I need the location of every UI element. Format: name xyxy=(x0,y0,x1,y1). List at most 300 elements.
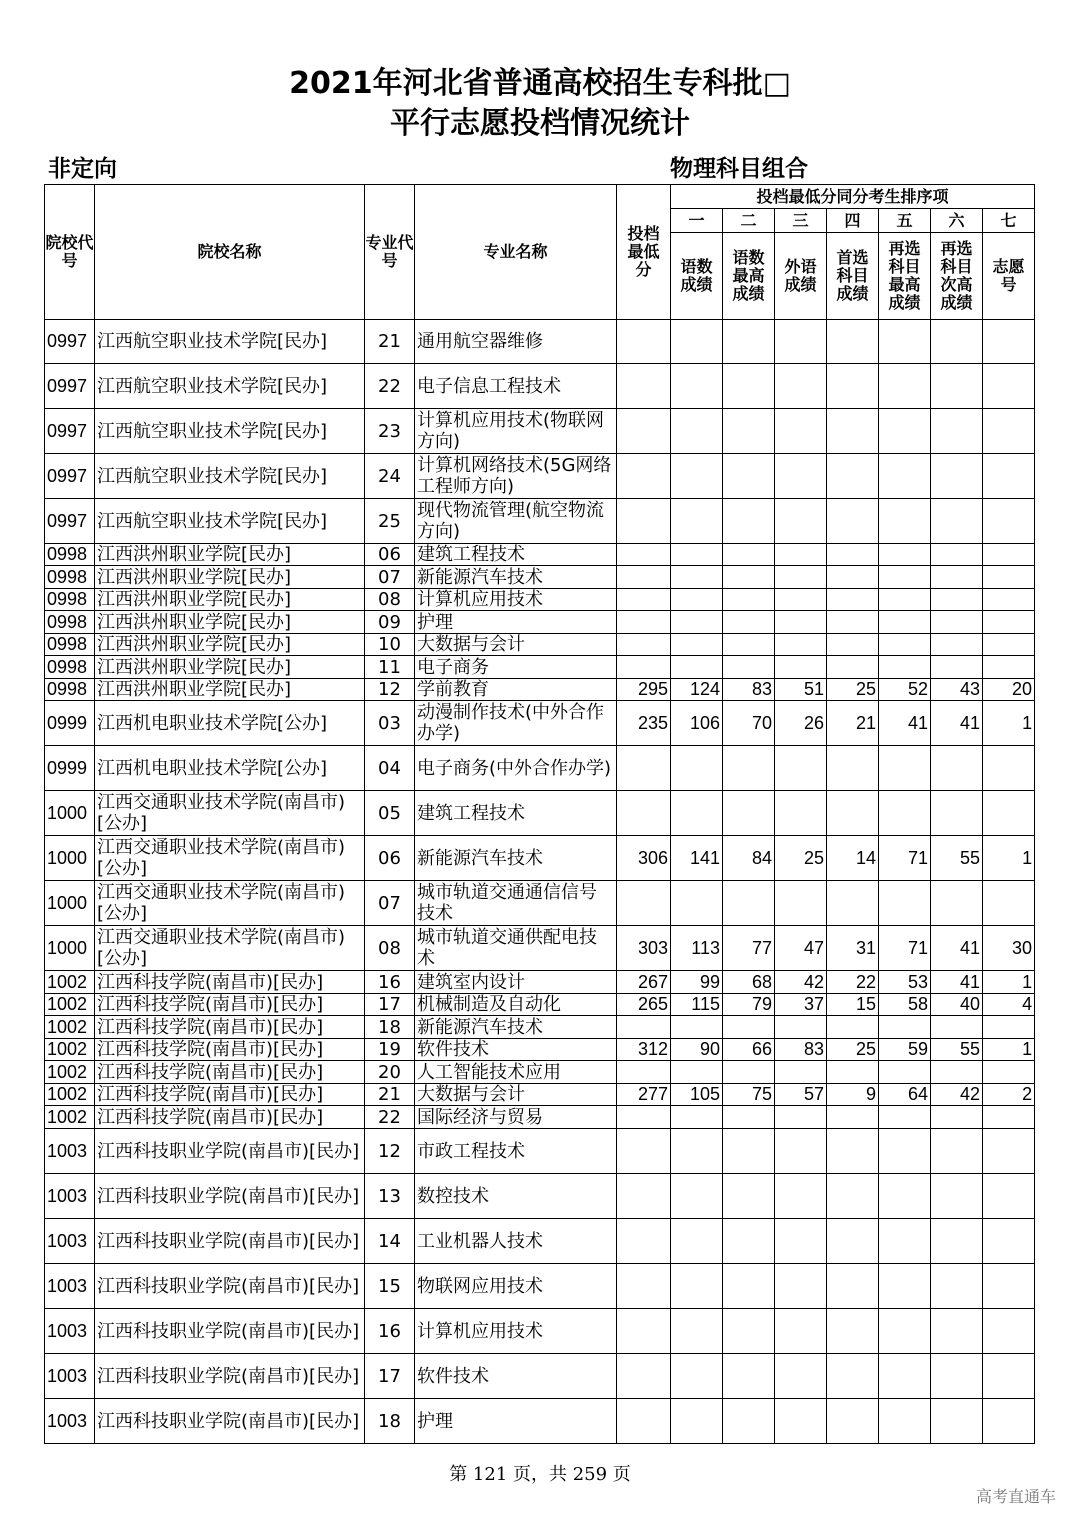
major-code-cell: 12 xyxy=(365,1129,415,1174)
major-name-cell: 城市轨道交通供配电技术 xyxy=(415,926,617,971)
admission-table xyxy=(44,184,1035,1444)
rank-value-cell xyxy=(723,1264,775,1309)
rank-value-cell: 15 xyxy=(827,994,879,1016)
rank-value-cell xyxy=(931,881,983,926)
min-score-cell xyxy=(617,746,671,791)
major-name-cell: 人工智能技术应用 xyxy=(415,1061,617,1084)
rank-value-cell xyxy=(983,544,1035,566)
major-name-cell: 大数据与会计 xyxy=(415,1084,617,1106)
major-code-cell: 22 xyxy=(365,1106,415,1129)
rank-value-cell: 4 xyxy=(983,994,1035,1016)
header-major-code: 专业代号 xyxy=(365,185,415,320)
rank-value-cell: 2 xyxy=(983,1084,1035,1106)
min-score-cell xyxy=(617,566,671,589)
rank-value-cell: 1 xyxy=(983,1039,1035,1061)
min-score-cell xyxy=(617,1219,671,1264)
table-row xyxy=(45,1219,1035,1264)
rank-value-cell: 68 xyxy=(723,971,775,994)
school-code-cell: 0998 xyxy=(45,634,95,656)
major-code-cell: 20 xyxy=(365,1061,415,1084)
rank-value-cell xyxy=(931,1129,983,1174)
major-code-cell: 21 xyxy=(365,320,415,364)
major-code-cell: 07 xyxy=(365,566,415,589)
rank-value-cell xyxy=(827,746,879,791)
table-row xyxy=(45,544,1035,566)
school-code-cell: 0997 xyxy=(45,409,95,454)
rank-value-cell xyxy=(671,1399,723,1444)
header-rank-item: 志愿号 xyxy=(983,233,1035,320)
rank-value-cell xyxy=(983,634,1035,656)
rank-value-cell xyxy=(827,1106,879,1129)
school-code-cell: 0997 xyxy=(45,454,95,499)
rank-value-cell xyxy=(671,611,723,634)
rank-value-cell: 31 xyxy=(827,926,879,971)
min-score-cell xyxy=(617,1061,671,1084)
min-score-cell xyxy=(617,1174,671,1219)
school-code-cell: 1002 xyxy=(45,971,95,994)
header-min-score: 投档最低分 xyxy=(617,185,671,320)
major-name-cell: 市政工程技术 xyxy=(415,1129,617,1174)
school-code-cell: 0999 xyxy=(45,701,95,746)
header-ordinal: 六 xyxy=(931,209,983,233)
rank-value-cell xyxy=(983,364,1035,409)
major-name-cell: 学前教育 xyxy=(415,679,617,701)
min-score-cell xyxy=(617,634,671,656)
header-ordinal: 四 xyxy=(827,209,879,233)
rank-value-cell xyxy=(723,1174,775,1219)
rank-value-cell xyxy=(827,791,879,836)
rank-value-cell xyxy=(879,1106,931,1129)
min-score-cell: 265 xyxy=(617,994,671,1016)
table-row xyxy=(45,611,1035,634)
rank-value-cell xyxy=(983,1264,1035,1309)
rank-value-cell xyxy=(879,611,931,634)
rank-value-cell xyxy=(723,1354,775,1399)
school-code-cell: 0998 xyxy=(45,566,95,589)
rank-value-cell: 37 xyxy=(775,994,827,1016)
major-code-cell: 13 xyxy=(365,1174,415,1219)
rank-value-cell xyxy=(723,544,775,566)
rank-value-cell xyxy=(723,746,775,791)
major-code-cell: 05 xyxy=(365,791,415,836)
school-name-cell: 江西科技学院(南昌市)[民办] xyxy=(95,1061,365,1084)
rank-value-cell xyxy=(723,1106,775,1129)
major-name-cell: 通用航空器维修 xyxy=(415,320,617,364)
school-name-cell: 江西洪州职业学院[民办] xyxy=(95,566,365,589)
rank-value-cell xyxy=(723,1219,775,1264)
rank-value-cell xyxy=(931,544,983,566)
rank-value-cell xyxy=(671,544,723,566)
school-name-cell: 江西科技学院(南昌市)[民办] xyxy=(95,1084,365,1106)
major-name-cell: 城市轨道交通通信信号技术 xyxy=(415,881,617,926)
table-row xyxy=(45,589,1035,611)
table-row xyxy=(45,1061,1035,1084)
header-ordinal: 一 xyxy=(671,209,723,233)
rank-value-cell xyxy=(879,589,931,611)
min-score-cell: 277 xyxy=(617,1084,671,1106)
major-code-cell: 23 xyxy=(365,409,415,454)
major-code-cell: 21 xyxy=(365,1084,415,1106)
rank-value-cell xyxy=(879,1061,931,1084)
school-code-cell: 1000 xyxy=(45,926,95,971)
rank-value-cell xyxy=(723,566,775,589)
rank-value-cell: 58 xyxy=(879,994,931,1016)
table-row xyxy=(45,499,1035,544)
rank-value-cell: 66 xyxy=(723,1039,775,1061)
rank-value-cell xyxy=(879,656,931,679)
school-code-cell: 1003 xyxy=(45,1264,95,1309)
rank-value-cell xyxy=(671,409,723,454)
rank-value-cell xyxy=(775,364,827,409)
rank-value-cell xyxy=(827,589,879,611)
school-name-cell: 江西科技学院(南昌市)[民办] xyxy=(95,1106,365,1129)
major-name-cell: 工业机器人技术 xyxy=(415,1219,617,1264)
rank-value-cell: 42 xyxy=(775,971,827,994)
rank-value-cell xyxy=(983,1174,1035,1219)
school-name-cell: 江西科技职业学院(南昌市)[民办] xyxy=(95,1399,365,1444)
school-code-cell: 1002 xyxy=(45,1084,95,1106)
rank-value-cell xyxy=(775,1309,827,1354)
rank-value-cell xyxy=(775,1399,827,1444)
school-code-cell: 1002 xyxy=(45,1016,95,1039)
major-name-cell: 计算机应用技术 xyxy=(415,589,617,611)
rank-value-cell xyxy=(983,1106,1035,1129)
school-name-cell: 江西洪州职业学院[民办] xyxy=(95,634,365,656)
rank-value-cell xyxy=(931,364,983,409)
rank-value-cell xyxy=(775,656,827,679)
rank-value-cell: 84 xyxy=(723,836,775,881)
min-score-cell: 267 xyxy=(617,971,671,994)
rank-value-cell xyxy=(775,1174,827,1219)
rank-value-cell: 64 xyxy=(879,1084,931,1106)
table-row xyxy=(45,971,1035,994)
rank-value-cell xyxy=(671,566,723,589)
min-score-cell xyxy=(617,881,671,926)
rank-value-cell: 106 xyxy=(671,701,723,746)
rank-value-cell: 25 xyxy=(827,1039,879,1061)
rank-value-cell xyxy=(827,611,879,634)
major-name-cell: 动漫制作技术(中外合作办学) xyxy=(415,701,617,746)
table-row xyxy=(45,409,1035,454)
rank-value-cell: 57 xyxy=(775,1084,827,1106)
rank-value-cell xyxy=(723,656,775,679)
header-ordinal: 五 xyxy=(879,209,931,233)
rank-value-cell xyxy=(931,656,983,679)
table-row xyxy=(45,994,1035,1016)
rank-value-cell: 55 xyxy=(931,836,983,881)
major-code-cell: 14 xyxy=(365,1219,415,1264)
major-code-cell: 09 xyxy=(365,611,415,634)
major-code-cell: 16 xyxy=(365,1309,415,1354)
min-score-cell xyxy=(617,320,671,364)
table-row xyxy=(45,701,1035,746)
table-row xyxy=(45,791,1035,836)
rank-value-cell xyxy=(931,409,983,454)
rank-value-cell: 77 xyxy=(723,926,775,971)
rank-value-cell xyxy=(723,364,775,409)
rank-value-cell xyxy=(879,544,931,566)
major-name-cell: 计算机应用技术 xyxy=(415,1309,617,1354)
school-name-cell: 江西洪州职业学院[民办] xyxy=(95,611,365,634)
school-code-cell: 1003 xyxy=(45,1354,95,1399)
rank-value-cell xyxy=(879,881,931,926)
table-row xyxy=(45,1174,1035,1219)
subtitle-right: 物理科目组合 xyxy=(670,156,808,182)
rank-value-cell xyxy=(879,634,931,656)
major-code-cell: 22 xyxy=(365,364,415,409)
header-rank-group: 投档最低分同分考生排序项 xyxy=(671,185,1035,209)
school-name-cell: 江西科技职业学院(南昌市)[民办] xyxy=(95,1354,365,1399)
rank-value-cell: 55 xyxy=(931,1039,983,1061)
header-rank-item: 外语成绩 xyxy=(775,233,827,320)
rank-value-cell xyxy=(827,544,879,566)
min-score-cell xyxy=(617,364,671,409)
rank-value-cell xyxy=(723,454,775,499)
school-code-cell: 1002 xyxy=(45,1106,95,1129)
rank-value-cell xyxy=(931,499,983,544)
rank-value-cell xyxy=(827,1309,879,1354)
school-name-cell: 江西机电职业技术学院[公办] xyxy=(95,701,365,746)
rank-value-cell xyxy=(723,589,775,611)
school-name-cell: 江西科技职业学院(南昌市)[民办] xyxy=(95,1264,365,1309)
major-code-cell: 18 xyxy=(365,1016,415,1039)
major-name-cell: 计算机网络技术(5G网络工程师方向) xyxy=(415,454,617,499)
rank-value-cell xyxy=(827,1354,879,1399)
major-code-cell: 25 xyxy=(365,499,415,544)
rank-value-cell: 71 xyxy=(879,926,931,971)
major-name-cell: 新能源汽车技术 xyxy=(415,836,617,881)
rank-value-cell: 70 xyxy=(723,701,775,746)
rank-value-cell: 1 xyxy=(983,701,1035,746)
rank-value-cell: 83 xyxy=(775,1039,827,1061)
school-code-cell: 0998 xyxy=(45,611,95,634)
table-row xyxy=(45,746,1035,791)
min-score-cell xyxy=(617,1354,671,1399)
rank-value-cell xyxy=(671,1106,723,1129)
rank-value-cell: 53 xyxy=(879,971,931,994)
rank-value-cell: 41 xyxy=(931,926,983,971)
header-ordinal: 七 xyxy=(983,209,1035,233)
major-code-cell: 04 xyxy=(365,746,415,791)
rank-value-cell: 25 xyxy=(775,836,827,881)
table-row xyxy=(45,656,1035,679)
rank-value-cell xyxy=(879,1264,931,1309)
header-rank-item: 语数最高成绩 xyxy=(723,233,775,320)
rank-value-cell xyxy=(671,791,723,836)
rank-value-cell: 90 xyxy=(671,1039,723,1061)
rank-value-cell: 71 xyxy=(879,836,931,881)
rank-value-cell xyxy=(671,1219,723,1264)
school-name-cell: 江西洪州职业学院[民办] xyxy=(95,679,365,701)
rank-value-cell: 141 xyxy=(671,836,723,881)
rank-value-cell xyxy=(723,791,775,836)
school-code-cell: 1003 xyxy=(45,1174,95,1219)
min-score-cell xyxy=(617,499,671,544)
header-major-name: 专业名称 xyxy=(415,185,617,320)
rank-value-cell xyxy=(879,499,931,544)
rank-value-cell xyxy=(983,1309,1035,1354)
rank-value-cell xyxy=(775,320,827,364)
rank-value-cell xyxy=(775,566,827,589)
rank-value-cell xyxy=(983,454,1035,499)
major-code-cell: 11 xyxy=(365,656,415,679)
major-code-cell: 19 xyxy=(365,1039,415,1061)
school-name-cell: 江西科技学院(南昌市)[民办] xyxy=(95,1039,365,1061)
school-code-cell: 1003 xyxy=(45,1399,95,1444)
rank-value-cell xyxy=(775,881,827,926)
school-name-cell: 江西交通职业技术学院(南昌市)[公办] xyxy=(95,926,365,971)
school-code-cell: 1002 xyxy=(45,994,95,1016)
rank-value-cell xyxy=(879,409,931,454)
school-code-cell: 1003 xyxy=(45,1219,95,1264)
rank-value-cell xyxy=(879,1354,931,1399)
rank-value-cell xyxy=(931,634,983,656)
rank-value-cell: 47 xyxy=(775,926,827,971)
min-score-cell xyxy=(617,409,671,454)
rank-value-cell xyxy=(931,791,983,836)
table-row xyxy=(45,679,1035,701)
rank-value-cell xyxy=(775,791,827,836)
school-name-cell: 江西航空职业技术学院[民办] xyxy=(95,409,365,454)
rank-value-cell xyxy=(827,634,879,656)
rank-value-cell xyxy=(723,1399,775,1444)
rank-value-cell xyxy=(671,746,723,791)
header-rank-item: 语数成绩 xyxy=(671,233,723,320)
page-title-line1: 2021年河北省普通高校招生专科批□ xyxy=(289,66,791,101)
major-code-cell: 03 xyxy=(365,701,415,746)
min-score-cell xyxy=(617,1106,671,1129)
rank-value-cell xyxy=(827,656,879,679)
major-name-cell: 软件技术 xyxy=(415,1039,617,1061)
rank-value-cell: 43 xyxy=(931,679,983,701)
min-score-cell xyxy=(617,1129,671,1174)
school-code-cell: 1002 xyxy=(45,1061,95,1084)
table-row xyxy=(45,454,1035,499)
school-name-cell: 江西洪州职业学院[民办] xyxy=(95,656,365,679)
school-code-cell: 0998 xyxy=(45,656,95,679)
rank-value-cell xyxy=(827,1174,879,1219)
rank-value-cell xyxy=(775,1129,827,1174)
school-name-cell: 江西科技学院(南昌市)[民办] xyxy=(95,971,365,994)
rank-value-cell: 14 xyxy=(827,836,879,881)
school-name-cell: 江西航空职业技术学院[民办] xyxy=(95,364,365,409)
rank-value-cell xyxy=(775,1354,827,1399)
rank-value-cell: 26 xyxy=(775,701,827,746)
rank-value-cell: 75 xyxy=(723,1084,775,1106)
rank-value-cell: 124 xyxy=(671,679,723,701)
major-code-cell: 18 xyxy=(365,1399,415,1444)
table-row xyxy=(45,1399,1035,1444)
rank-value-cell xyxy=(671,364,723,409)
rank-value-cell xyxy=(775,499,827,544)
rank-value-cell xyxy=(723,1309,775,1354)
rank-value-cell: 40 xyxy=(931,994,983,1016)
rank-value-cell xyxy=(671,1309,723,1354)
rank-value-cell xyxy=(671,589,723,611)
rank-value-cell: 25 xyxy=(827,679,879,701)
min-score-cell: 306 xyxy=(617,836,671,881)
rank-value-cell xyxy=(879,1174,931,1219)
rank-value-cell xyxy=(671,1174,723,1219)
rank-value-cell xyxy=(723,634,775,656)
rank-value-cell xyxy=(723,409,775,454)
min-score-cell: 303 xyxy=(617,926,671,971)
rank-value-cell xyxy=(723,499,775,544)
rank-value-cell xyxy=(983,656,1035,679)
table-row xyxy=(45,1084,1035,1106)
min-score-cell xyxy=(617,791,671,836)
school-name-cell: 江西交通职业技术学院(南昌市)[公办] xyxy=(95,881,365,926)
major-name-cell: 机械制造及自动化 xyxy=(415,994,617,1016)
rank-value-cell: 113 xyxy=(671,926,723,971)
min-score-cell xyxy=(617,611,671,634)
school-code-cell: 1000 xyxy=(45,836,95,881)
school-name-cell: 江西航空职业技术学院[民办] xyxy=(95,499,365,544)
rank-value-cell xyxy=(671,656,723,679)
table-row xyxy=(45,1106,1035,1129)
major-code-cell: 06 xyxy=(365,836,415,881)
major-name-cell: 数控技术 xyxy=(415,1174,617,1219)
rank-value-cell xyxy=(983,589,1035,611)
major-name-cell: 电子商务 xyxy=(415,656,617,679)
header-ordinal: 三 xyxy=(775,209,827,233)
rank-value-cell xyxy=(983,881,1035,926)
header-rank-item: 再选科目次高成绩 xyxy=(931,233,983,320)
rank-value-cell xyxy=(983,409,1035,454)
major-code-cell: 08 xyxy=(365,589,415,611)
school-name-cell: 江西机电职业技术学院[公办] xyxy=(95,746,365,791)
school-code-cell: 1000 xyxy=(45,791,95,836)
major-name-cell: 新能源汽车技术 xyxy=(415,566,617,589)
rank-value-cell xyxy=(931,1264,983,1309)
rank-value-cell xyxy=(827,1399,879,1444)
rank-value-cell: 41 xyxy=(931,701,983,746)
rank-value-cell xyxy=(723,1016,775,1039)
page-footer: 第 121 页，共 259 页 xyxy=(449,1464,631,1485)
rank-value-cell: 105 xyxy=(671,1084,723,1106)
header-school-code: 院校代号 xyxy=(45,185,95,320)
rank-value-cell xyxy=(723,1061,775,1084)
major-code-cell: 06 xyxy=(365,544,415,566)
rank-value-cell xyxy=(931,1061,983,1084)
rank-value-cell xyxy=(775,1219,827,1264)
rank-value-cell: 99 xyxy=(671,971,723,994)
school-name-cell: 江西科技职业学院(南昌市)[民办] xyxy=(95,1129,365,1174)
school-name-cell: 江西科技职业学院(南昌市)[民办] xyxy=(95,1174,365,1219)
rank-value-cell: 59 xyxy=(879,1039,931,1061)
school-name-cell: 江西洪州职业学院[民办] xyxy=(95,544,365,566)
rank-value-cell: 22 xyxy=(827,971,879,994)
table-row xyxy=(45,1354,1035,1399)
rank-value-cell: 1 xyxy=(983,836,1035,881)
rank-value-cell xyxy=(983,499,1035,544)
min-score-cell xyxy=(617,1399,671,1444)
header-rank-item: 首选科目成绩 xyxy=(827,233,879,320)
major-name-cell: 电子商务(中外合作办学) xyxy=(415,746,617,791)
rank-value-cell xyxy=(775,454,827,499)
rank-value-cell xyxy=(879,791,931,836)
table-row xyxy=(45,1264,1035,1309)
rank-value-cell xyxy=(983,1399,1035,1444)
table-row xyxy=(45,881,1035,926)
rank-value-cell xyxy=(775,589,827,611)
rank-value-cell xyxy=(983,791,1035,836)
table-row xyxy=(45,634,1035,656)
header-school-name: 院校名称 xyxy=(95,185,365,320)
rank-value-cell xyxy=(983,1061,1035,1084)
school-code-cell: 0997 xyxy=(45,364,95,409)
rank-value-cell xyxy=(827,566,879,589)
